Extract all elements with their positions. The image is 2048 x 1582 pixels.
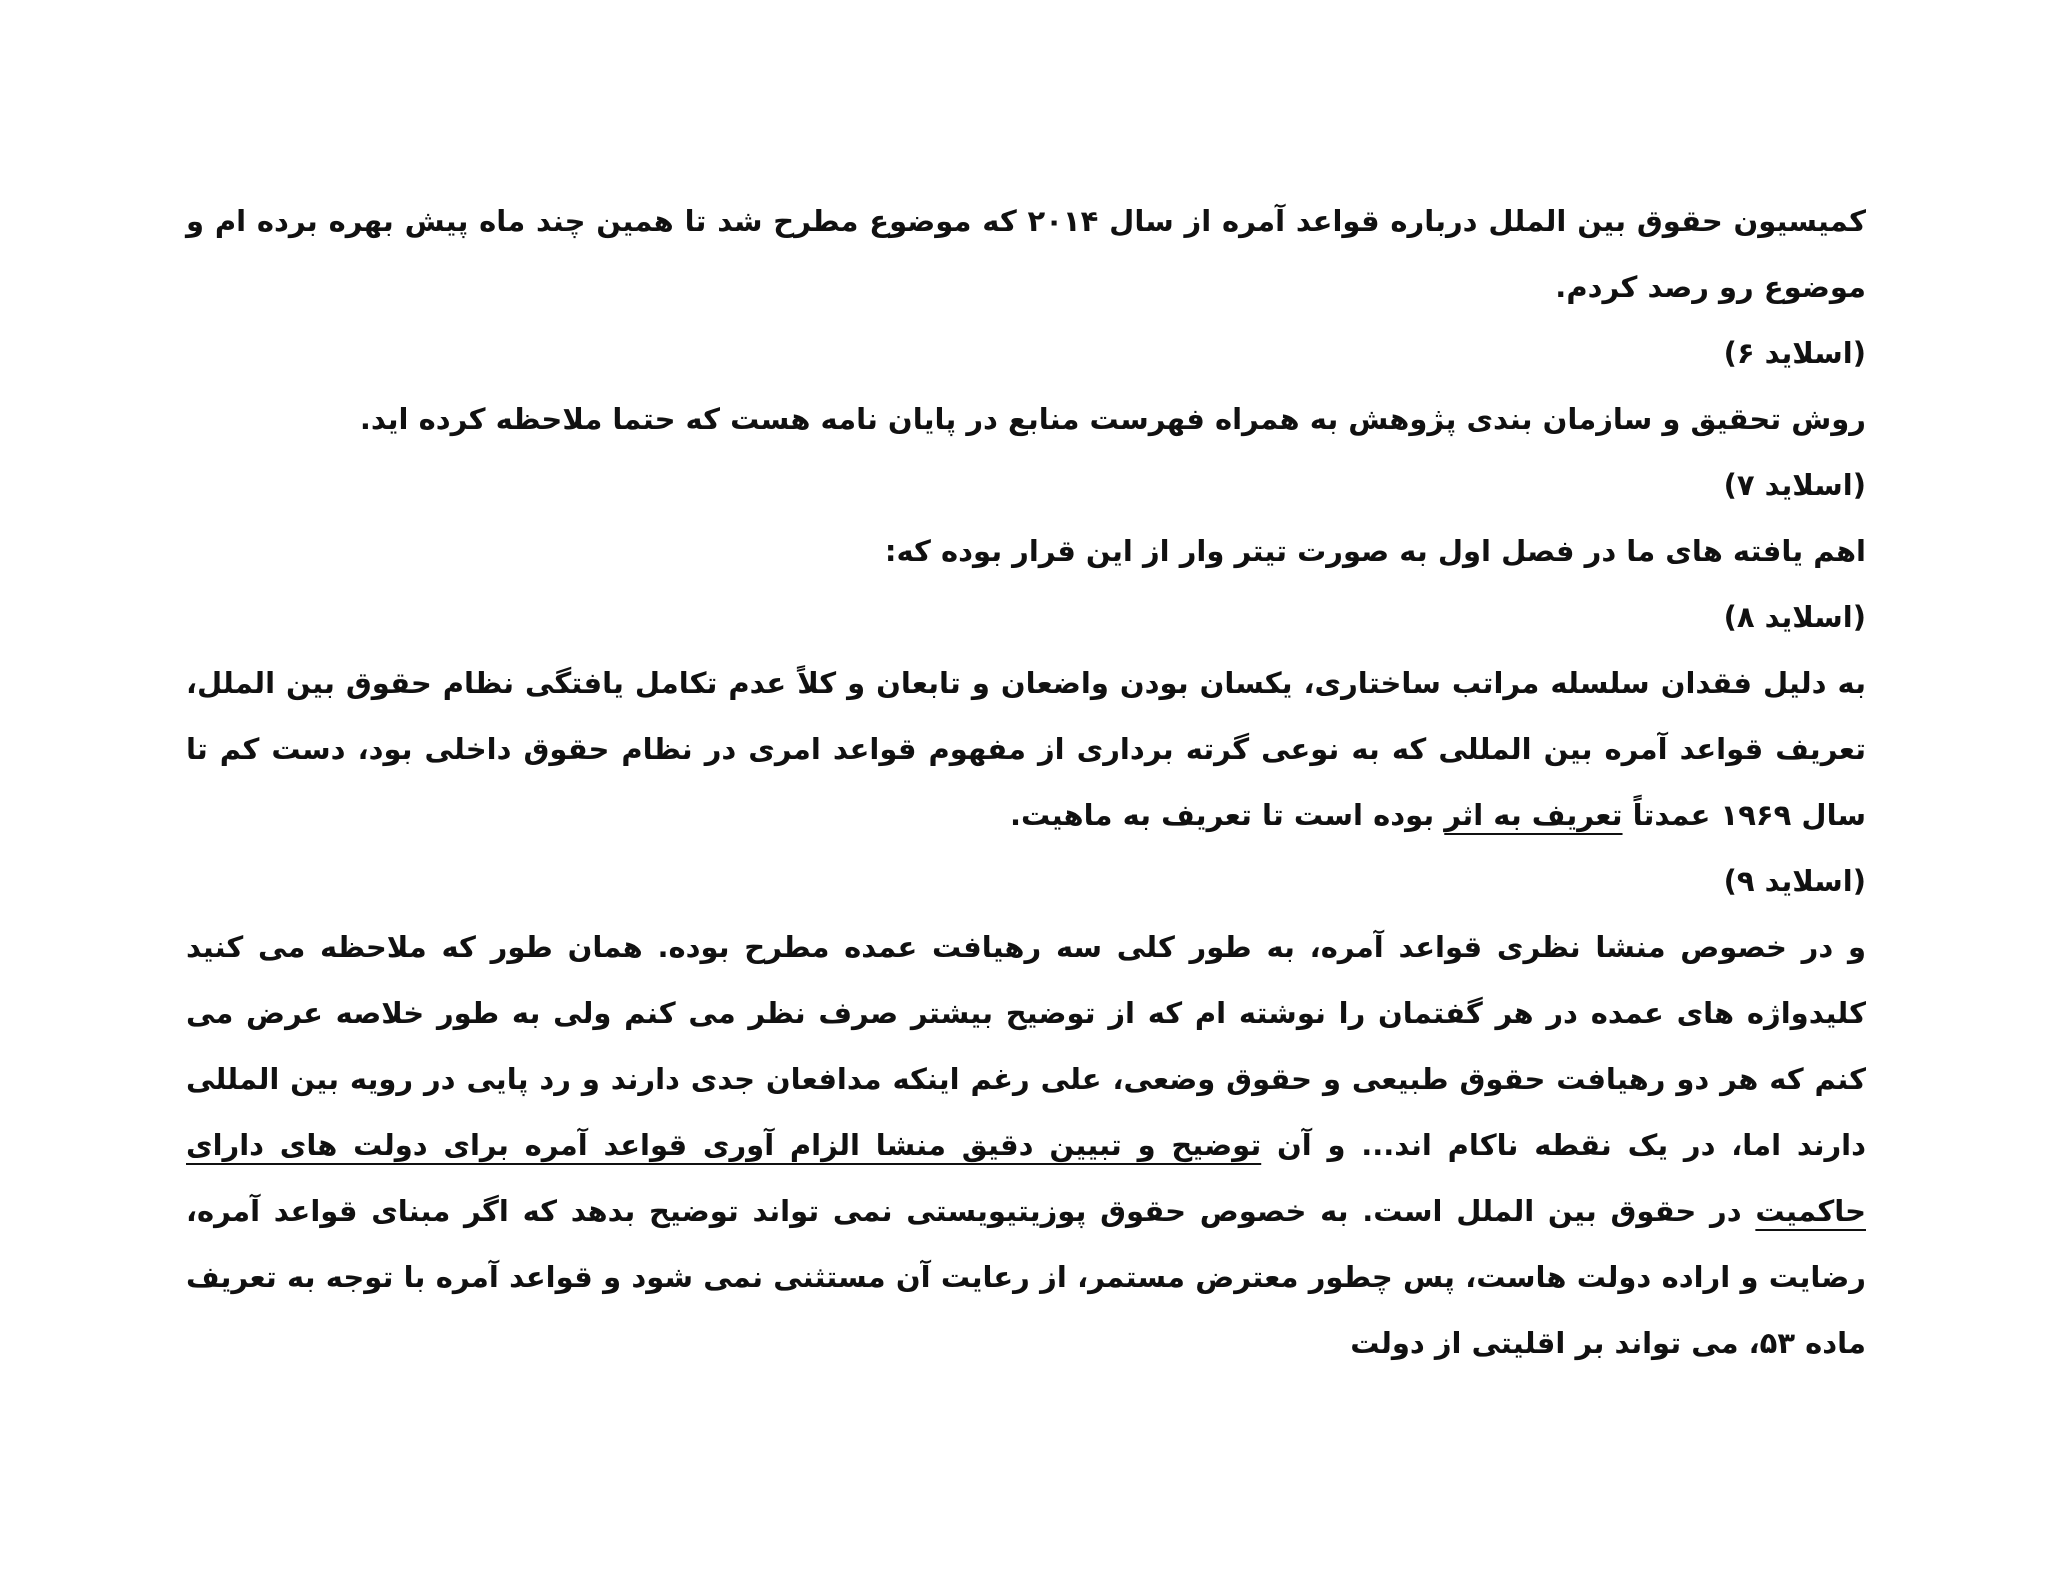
slide-marker-9 xyxy=(186,848,1866,914)
slide-marker-8 xyxy=(186,584,1866,650)
slide-marker-6 xyxy=(186,320,1866,386)
paragraph-text: روش تحقیق و سازمان بندی پژوهش به همراه فهرست منابع در پایان نامه هست که حتما ملاحظه کرده اید. xyxy=(359,402,1866,436)
slide-marker-text: (اسلاید ۶) xyxy=(1723,336,1866,370)
underlined-phrase: تعریف به اثر xyxy=(1444,798,1623,832)
paragraph-text: در حقوق بین الملل است. به خصوص حقوق پوزیتیویستی نمی تواند توضیح بدهد که اگر مبنای قواعد آمره، رضایت و اراده دولت هاست، پس چطور معترض مستمر، از رعایت آن مستثنی نمی شود و قواعد آمره با توجه به تعریف ماده ۵۳، می تواند بر اقلیتی از دولت xyxy=(186,1194,1866,1360)
slide-marker-text: (اسلاید ۸) xyxy=(1723,600,1866,634)
underlined-phrase: توضیح و تبیین دقیق منشا الزام آوری قواعد آمره برای دولت های دارای حاکمیت xyxy=(186,1128,1866,1228)
paragraph-ilc-jus-cogens xyxy=(186,188,1866,320)
paragraph-theoretical-origin xyxy=(186,914,1866,1376)
paragraph-text: اهم یافته های ما در فصل اول به صورت تیتر وار از این قرار بوده که: xyxy=(884,534,1866,568)
paragraph-text: بوده است تا تعریف به ماهیت. xyxy=(1009,798,1445,832)
paragraph-chapter-one-findings xyxy=(186,518,1866,584)
paragraph-research-method xyxy=(186,386,1866,452)
slide-marker-text: (اسلاید ۷) xyxy=(1723,468,1866,502)
paragraph-text: کمیسیون حقوق بین الملل درباره قواعد آمره از سال ۲۰۱۴ که موضوع مطرح شد تا همین چند ماه پیش بهره برده ام و موضوع رو رصد کردم. xyxy=(186,204,1866,304)
slide-marker-7 xyxy=(186,452,1866,518)
document-body xyxy=(186,188,1866,1376)
paragraph-text: به دلیل فقدان سلسله مراتب ساختاری، یکسان بودن واضعان و تابعان و کلاً عدم تکامل یافتگی نظام حقوق بین الملل، تعریف قواعد آمره بین المللی که به نوعی گرته برداری از مفهوم قواعد امری در نظام حقوق داخلی بود، دست کم تا سال ۱۹۶۹ عمدتاً xyxy=(186,666,1866,832)
slide-marker-text: (اسلاید ۹) xyxy=(1723,864,1866,898)
paragraph-text: و در خصوص منشا نظری قواعد آمره، به طور کلی سه رهیافت عمده مطرح بوده. همان طور که ملاحظه می کنید کلیدواژه های عمده در هر گفتمان را نوشته ام که از توضیح بیشتر صرف نظر می کنم ولی به طور خلاصه عرض می کنم که هر دو رهیافت حقوق طبیعی و حقوق وضعی، علی رغم اینکه مدافعان جدی دارند و رد پایی در رویه بین المللی دارند اما، در یک نقطه ناکام اند... و آن xyxy=(186,930,1866,1162)
paragraph-definition-history xyxy=(186,650,1866,848)
